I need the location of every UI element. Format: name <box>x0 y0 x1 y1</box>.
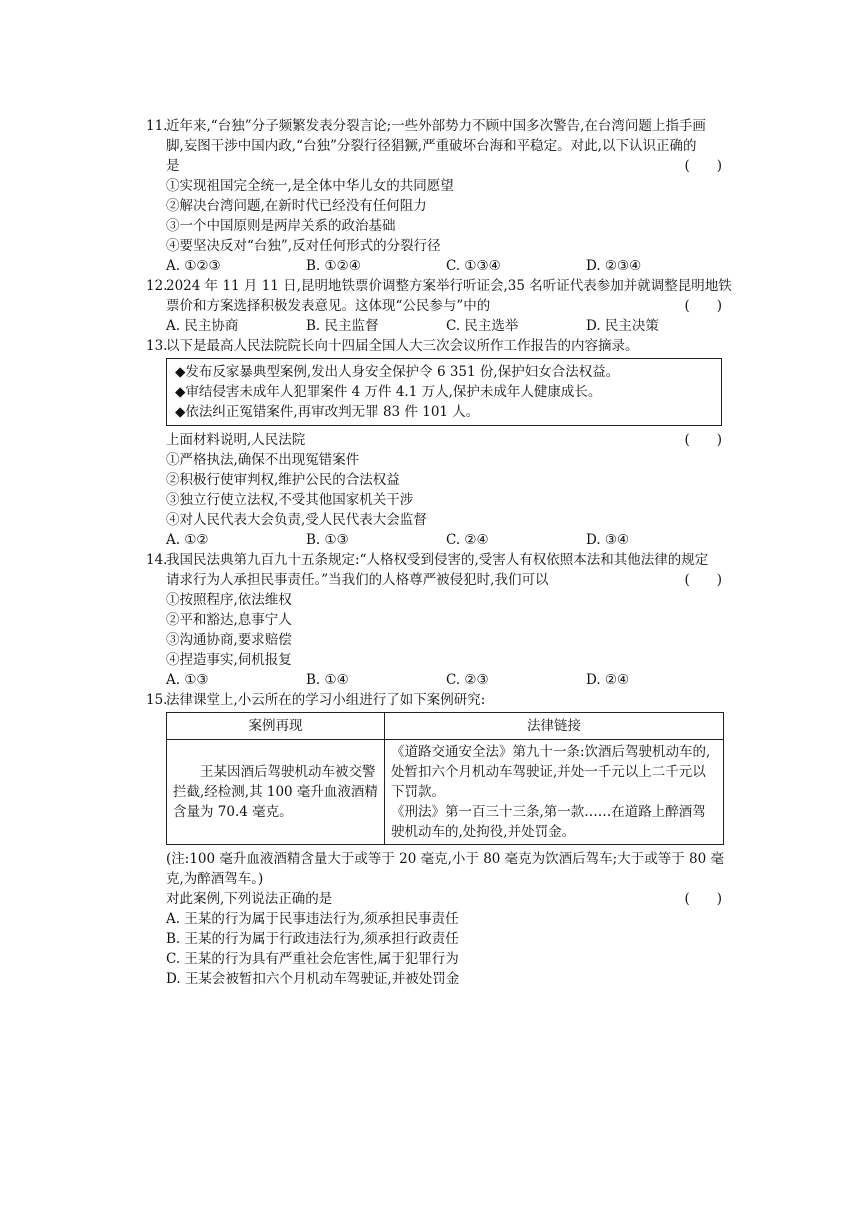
stem-line: 2024 年 11 月 11 日,昆明地铁票价调整方案举行听证会,35 名听证代表参加并就调整昆明地铁 <box>166 278 732 294</box>
statement: ③沟通协商,要求赔偿 <box>166 632 292 648</box>
question-stem <box>146 276 732 296</box>
question-number: 13. <box>146 338 168 354</box>
choice-b[interactable]: B. 王某的行为属于行政违法行为,须承担行政责任 <box>166 931 459 947</box>
material-item: ◆审结侵害未成年人犯罪案件 4 万件 4.1 万人,保护未成年人健康成长。 <box>175 384 602 400</box>
table-header-row <box>167 713 724 740</box>
table-note: (注:100 毫升血液酒精含量大于或等于 20 毫克,小于 80 毫克为饮酒后驾车;大于或等于 80 毫克,为醉酒驾车。) <box>166 851 724 887</box>
material-item: ◆发布反家暴典型案例,发出人身安全保护令 6 351 份,保护妇女合法权益。 <box>175 364 620 380</box>
statement: ④要坚决反对“台独”,反对任何形式的分裂行径 <box>166 238 441 254</box>
stem-line: 以下是最高人民法院院长向十四届全国人大三次会议所作工作报告的内容摘录。 <box>166 338 639 354</box>
stem-text: 是 <box>166 158 180 174</box>
choice-b[interactable]: B. ①④ <box>306 672 349 688</box>
stem-line <box>146 156 726 176</box>
statement: ④捏造事实,伺机报复 <box>166 652 292 668</box>
statement: ③独立行使立法权,不受其他国家机关干涉 <box>166 492 414 508</box>
question-number: 11. <box>146 118 168 134</box>
question-13 <box>146 336 726 550</box>
law-clause-traffic: 《道路交通安全法》第九十一条:饮酒后驾驶机动车的,处暂扣六个月机动车驾驶证,并处一千元以上二千元以下罚款。 <box>391 744 711 800</box>
choice-d[interactable]: D. ③④ <box>586 532 630 548</box>
question-list <box>146 116 732 989</box>
answer-blank[interactable]: ( ) <box>684 298 722 314</box>
statement: ①实现祖国完全统一,是全体中华儿女的共同愿望 <box>166 178 454 194</box>
choice-d[interactable]: D. ②④ <box>586 672 630 688</box>
stem-line: 我国民法典第九百九十五条规定:“人格权受到侵害的,受害人有权依照本法和其他法律的规定 <box>166 552 709 568</box>
choice-c[interactable]: C. ②③ <box>446 672 489 688</box>
stem-line <box>146 570 726 590</box>
choice-c[interactable]: C. 民主选举 <box>446 318 519 334</box>
stem-line <box>146 889 726 909</box>
choice-d[interactable]: D. ②③④ <box>586 258 642 274</box>
statement: ②平和豁达,息事宁人 <box>166 612 292 628</box>
choice-d[interactable]: D. 民主决策 <box>586 318 659 334</box>
material-item: ◆依法纠正冤错案件,再审改判无罪 83 件 101 人。 <box>175 404 480 420</box>
stem-text: 脚,妄图干涉中国内政,“台独”分裂行径猖獗,严重破坏台海和平稳定。对此,以下认识正确的 <box>166 138 697 154</box>
statement: ①按照程序,依法维权 <box>166 592 292 608</box>
stem-text: 对此案例,下列说法正确的是 <box>166 891 333 907</box>
question-11 <box>146 116 726 276</box>
law-cell <box>385 740 724 845</box>
law-clause-criminal: 《刑法》第一百三十三条,第一款……在道路上醉酒驾驶机动车的,处拘役,并处罚金。 <box>391 804 706 840</box>
question-stem <box>146 690 726 710</box>
case-cell: 王某因酒后驾驶机动车被交警拦截,经检测,其 100 毫升血液酒精含量为 70.4 毫克。 <box>167 740 385 845</box>
choice-b[interactable]: B. ①③ <box>306 532 349 548</box>
stem-line <box>146 136 726 156</box>
choice-c[interactable]: C. ②④ <box>446 532 489 548</box>
question-14 <box>146 550 726 690</box>
case-table <box>166 712 724 845</box>
question-number: 14. <box>146 552 168 568</box>
stem-line: 近年来,“台独”分子频繁发表分裂言论;一些外部势力不顾中国多次警告,在台湾问题上指手画 <box>166 118 706 134</box>
statement: ①严格执法,确保不出现冤错案件 <box>166 452 360 468</box>
statement: ④对人民代表大会负责,受人民代表大会监督 <box>166 512 427 528</box>
question-stem <box>146 116 726 136</box>
choice-row <box>146 256 726 276</box>
stem-line: 法律课堂上,小云所在的学习小组进行了如下案例研究: <box>166 692 486 708</box>
statement: ②积极行使审判权,维护公民的合法权益 <box>166 472 400 488</box>
choice-row <box>146 530 726 550</box>
table-header-law: 法律链接 <box>385 713 724 740</box>
stem-text: 票价和方案选择积极发表意见。这体现“公民参与”中的 <box>166 298 491 314</box>
question-stem <box>146 550 726 570</box>
choice-a[interactable]: A. 王某的行为属于民事违法行为,须承担民事责任 <box>166 911 459 927</box>
table-header-case: 案例再现 <box>167 713 385 740</box>
answer-blank[interactable]: ( ) <box>684 432 722 448</box>
answer-blank[interactable]: ( ) <box>684 891 722 907</box>
stem-text: 请求行为人承担民事责任。”当我们的人格尊严被侵犯时,我们可以 <box>166 572 549 588</box>
choice-d[interactable]: D. 王某会被暂扣六个月机动车驾驶证,并被处罚金 <box>166 971 460 987</box>
answer-blank[interactable]: ( ) <box>684 158 722 174</box>
choice-c[interactable]: C. 王某的行为具有严重社会危害性,属于犯罪行为 <box>166 951 459 967</box>
answer-blank[interactable]: ( ) <box>684 572 722 588</box>
stem-line <box>146 430 726 450</box>
choice-a[interactable]: A. ①③ <box>166 672 209 688</box>
question-number: 12. <box>146 278 168 294</box>
choice-a[interactable]: A. ①②③ <box>166 258 221 274</box>
table-row <box>167 740 724 845</box>
stem-text: 上面材料说明,人民法院 <box>166 432 306 448</box>
choice-row <box>146 670 726 690</box>
choice-a[interactable]: A. ①② <box>166 532 209 548</box>
choice-a[interactable]: A. 民主协商 <box>166 318 239 334</box>
stem-line <box>146 296 726 316</box>
choice-row <box>146 316 726 336</box>
statement: ②解决台湾问题,在新时代已经没有任何阻力 <box>166 198 427 214</box>
question-12 <box>146 276 732 336</box>
choice-b[interactable]: B. 民主监督 <box>306 318 379 334</box>
choice-b[interactable]: B. ①②④ <box>306 258 361 274</box>
choice-c[interactable]: C. ①③④ <box>446 258 501 274</box>
question-number: 15. <box>146 692 168 708</box>
question-stem <box>146 336 726 356</box>
material-box <box>166 358 722 426</box>
question-15 <box>146 690 726 989</box>
statement: ③一个中国原则是两岸关系的政治基础 <box>166 218 396 234</box>
